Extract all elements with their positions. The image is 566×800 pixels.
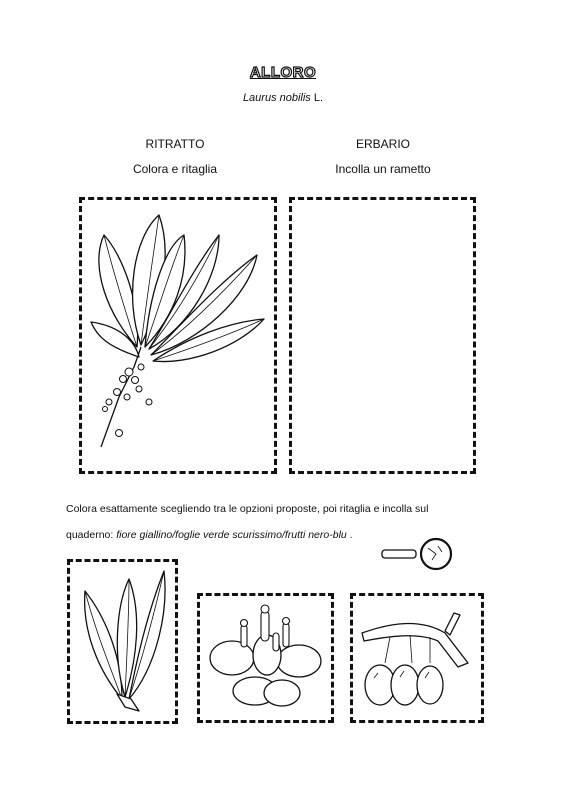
instructions-suffix: . xyxy=(346,529,353,541)
erbario-subheading: Incolla un rametto xyxy=(335,162,431,176)
ritratto-heading: RITRATTO xyxy=(145,137,205,151)
laurel-branch-icon xyxy=(79,197,277,474)
ritratto-subheading: Colora e ritaglia xyxy=(132,162,218,176)
berries-icon xyxy=(350,593,484,723)
instructions-prefix: quaderno: xyxy=(66,529,117,541)
page-title: ALLORO xyxy=(249,64,317,81)
leaves-icon xyxy=(67,559,178,724)
instructions-line2 xyxy=(66,529,353,541)
species-name xyxy=(0,92,566,104)
flower-icon xyxy=(197,593,334,723)
species-author: L. xyxy=(310,92,324,104)
instructions-line1: Colora esattamente scegliendo tra le opzioni proposte, poi ritaglia e incolla sul xyxy=(66,503,429,515)
erbario-heading: ERBARIO xyxy=(355,137,410,151)
herbarium-box xyxy=(289,197,476,474)
species-latin-name: Laurus nobilis xyxy=(242,92,311,104)
magnifying-glass-icon xyxy=(380,538,460,574)
color-options: fiore giallino/foglie verde scurissimo/frutti nero-blu xyxy=(116,529,347,541)
